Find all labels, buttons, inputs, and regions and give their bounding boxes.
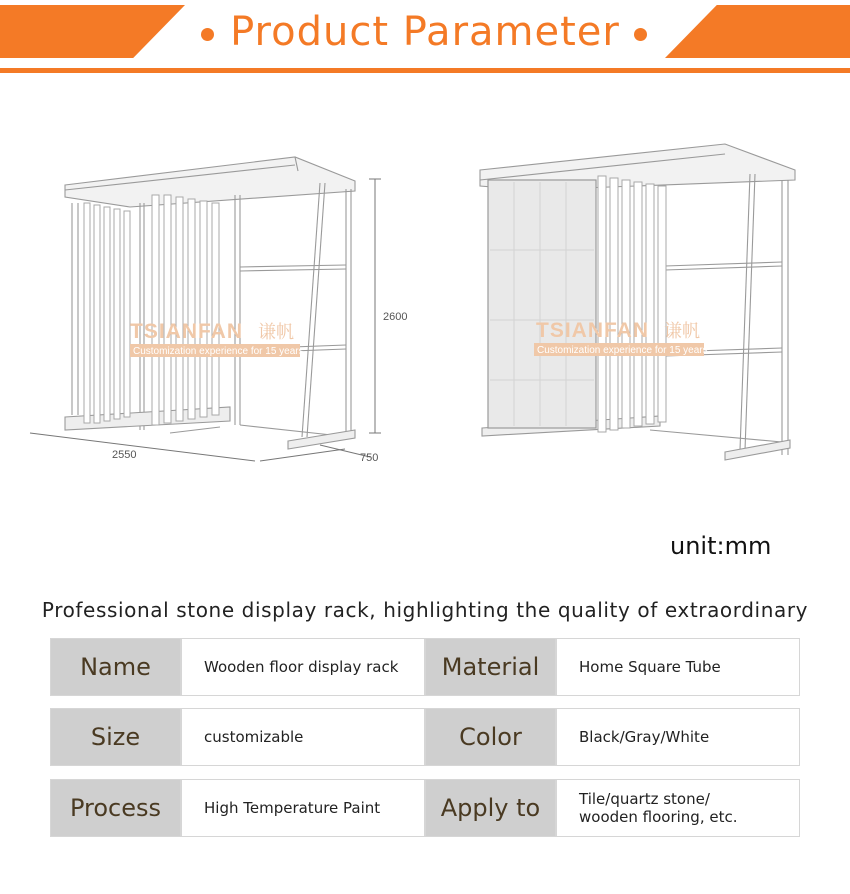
param-label: Material — [425, 638, 556, 696]
watermark-brand-2: TSIANFAN — [536, 319, 649, 342]
param-value: customizable — [181, 708, 425, 766]
rack-product-render — [470, 140, 810, 470]
depth-dimension: 750 — [360, 452, 379, 464]
watermark-brand-cn: 谦帆 — [258, 322, 294, 343]
param-row — [50, 708, 800, 768]
watermark-tagline: Customization experience for 15 years — [133, 346, 304, 357]
param-value: Tile/quartz stone/ wooden flooring, etc. — [556, 779, 800, 837]
param-value: Home Square Tube — [556, 638, 800, 696]
param-label: Name — [50, 638, 181, 696]
rack-dimension-drawing — [20, 145, 430, 475]
length-dimension: 2550 — [112, 449, 137, 461]
height-dimension: 2600 — [383, 311, 408, 323]
param-value: Wooden floor display rack — [181, 638, 425, 696]
unit-label: unit:mm — [670, 532, 772, 560]
param-value: High Temperature Paint — [181, 779, 425, 837]
page-title: Product Parameter — [230, 9, 620, 55]
sample-panel — [488, 180, 596, 428]
bullet-dot-right — [634, 28, 647, 41]
param-row — [50, 779, 800, 839]
param-label: Apply to — [425, 779, 556, 837]
watermark-brand-cn-2: 谦帆 — [664, 321, 700, 342]
param-label: Size — [50, 708, 181, 766]
param-label: Color — [425, 708, 556, 766]
param-row — [50, 638, 800, 698]
param-value: Black/Gray/White — [556, 708, 800, 766]
banner-underline — [0, 68, 850, 73]
param-label: Process — [50, 779, 181, 837]
watermark-brand: TSIANFAN — [130, 320, 243, 343]
product-tagline: Professional stone display rack, highlighting the quality of extraordinary — [41, 598, 809, 622]
header-banner — [0, 0, 850, 76]
watermark-tagline-2: Customization experience for 15 years — [537, 345, 708, 356]
